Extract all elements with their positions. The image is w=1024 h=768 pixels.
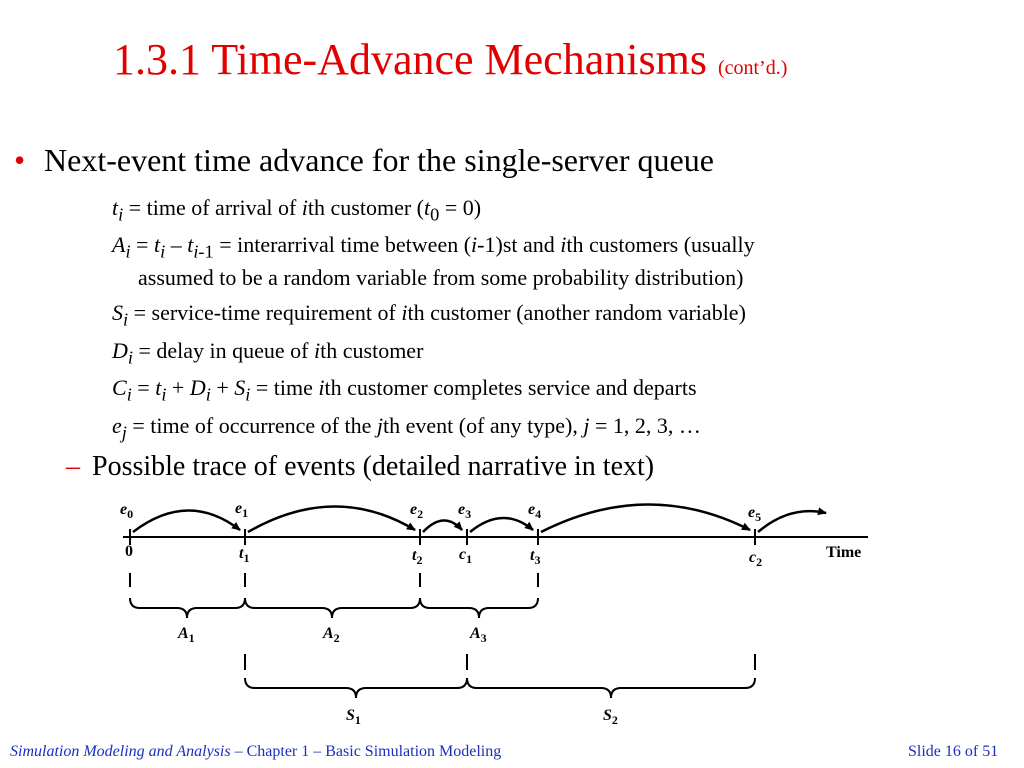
bullet-dot-icon: •	[14, 142, 26, 178]
event-label-e4: $e_4$	[528, 501, 542, 521]
definition-a: $A_i = t_i - t_{i-1}$ = interarrival time between (i-1)st and ith customers (usually assumed to be a random variable from some probability distribution)	[112, 232, 755, 291]
slide-title-suffix: (cont’d.)	[717, 57, 788, 79]
event-arrow-e1-e2	[248, 506, 415, 532]
event-arrow-e0-e1	[133, 510, 240, 532]
brace-s2	[467, 678, 755, 698]
brace-s1	[245, 678, 467, 698]
main-bullet-text: Next-event time advance for the single-server queue	[44, 142, 714, 178]
definition-e: $e_j$ = time of occurrence of the jth event (of any type), j = 1, 2, 3, …	[112, 413, 701, 443]
slide-title-main: 1.3.1 Time-Advance Mechanisms	[113, 35, 707, 84]
definition-t: $t_i$ = time of arrival of ith customer $(t_0 = 0)$	[112, 195, 482, 225]
definition-d: $D_i$ = delay in queue of ith customer	[112, 338, 424, 368]
footer-slide-number: Slide 16 of 51	[908, 743, 999, 760]
time-label-t1: $t_1$	[239, 545, 250, 565]
event-label-e5: $e_5$	[748, 504, 762, 524]
sub-bullet-text: Possible trace of events (detailed narrative in text)	[92, 451, 655, 482]
service-label-s1: $S_1$	[346, 707, 361, 727]
time-label-t3: $t_3$	[530, 547, 541, 567]
definition-c: $C_i = t_i + D_i + S_i$ = time ith customer completes service and departs	[112, 375, 697, 405]
time-label-c1: $c_1$	[459, 546, 473, 566]
brace-a3	[420, 598, 538, 618]
definition-s: $S_i$ = service-time requirement of ith customer (another random variable)	[112, 300, 746, 330]
footer-book-title: Simulation Modeling and Analysis	[10, 743, 231, 760]
axis-label-time: Time	[826, 544, 862, 561]
event-label-e2: $e_2$	[410, 501, 424, 521]
brace-a2	[245, 598, 420, 618]
event-arrow-e3-e4	[470, 518, 533, 532]
event-label-e3: $e_3$	[458, 501, 472, 521]
footer-course-info	[10, 743, 501, 761]
event-arrow-e5-out	[758, 511, 826, 532]
interarrival-label-a2: $A_2$	[323, 625, 340, 645]
time-label-0: 0	[125, 543, 133, 560]
event-arrow-e2-e3	[423, 520, 462, 532]
time-label-t2: $t_2$	[412, 547, 423, 567]
event-arrow-e4-e5	[541, 504, 750, 532]
service-marks	[245, 654, 755, 670]
interarrival-label-a3: $A_3$	[470, 625, 487, 645]
brace-a1	[130, 598, 245, 618]
service-label-s2: $S_2$	[603, 707, 618, 727]
sub-bullet-dash-icon: –	[66, 451, 80, 482]
interarrival-label-a1: $A_1$	[178, 625, 195, 645]
event-label-e1: $e_1$	[235, 500, 249, 520]
footer-chapter: – Chapter 1 – Basic Simulation Modeling	[230, 743, 502, 760]
interarrival-braces	[130, 598, 538, 618]
service-braces	[245, 678, 755, 698]
event-label-e0: $e_0$	[120, 501, 134, 521]
interarrival-marks	[130, 573, 538, 587]
time-label-c2: $c_2$	[749, 549, 763, 569]
